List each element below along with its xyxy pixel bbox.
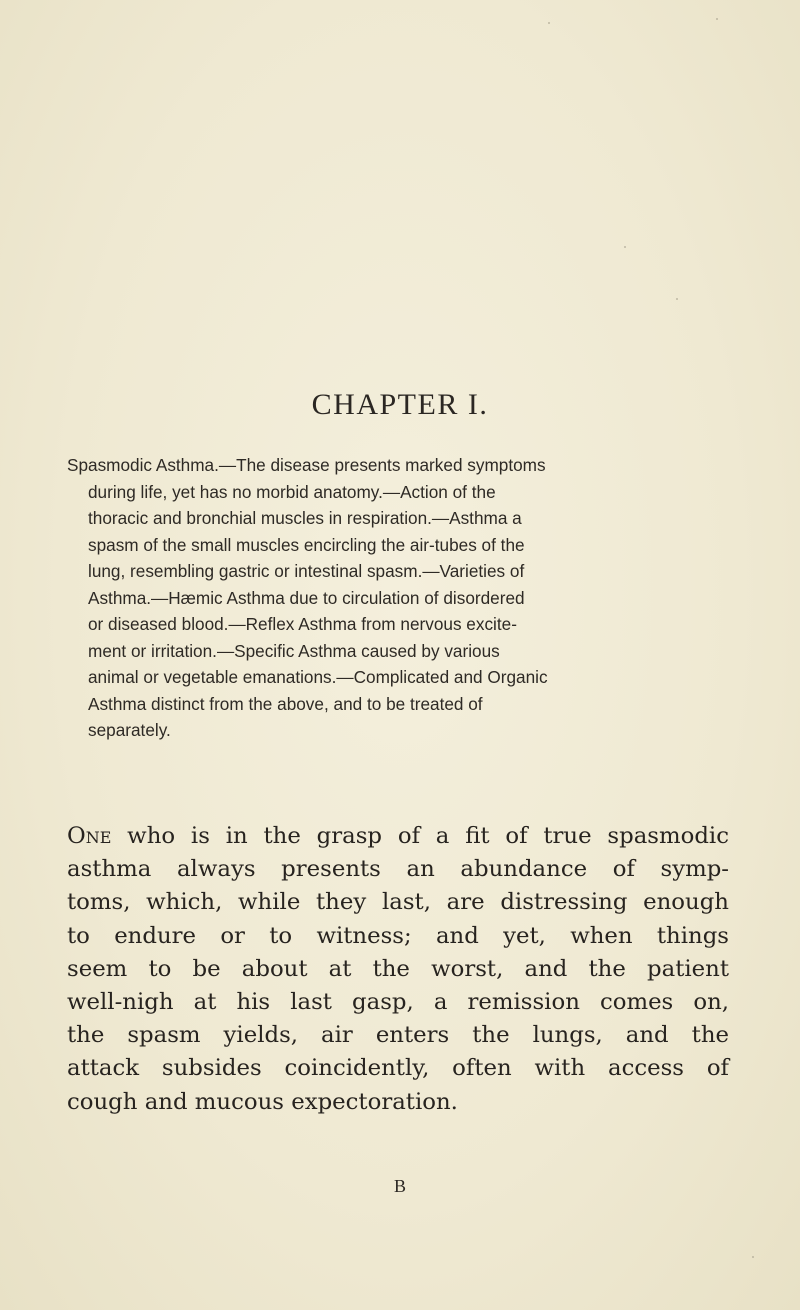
synopsis-line: animal or vegetable emanations.—Complicated and Organic [88,667,548,687]
first-line-rest: who is in the grasp of a fit of true spasmodic [111,823,729,849]
body-line: attack subsides coincidently, often with access of [67,1055,729,1082]
synopsis-line: or diseased blood.—Reflex Asthma from nervous excite- [88,614,517,634]
opening-word: One [67,823,112,849]
paper-speck [752,1256,754,1258]
synopsis-line: thoracic and bronchial muscles in respiration.—Asthma a [88,508,522,528]
body-line: asthma always presents an abundance of symp- [67,856,729,883]
chapter-synopsis [67,452,727,744]
synopsis-line: Asthma.—Hæmic Asthma due to circulation of disordered [88,587,525,608]
body-line: toms, which, while they last, are distressing enough [67,889,729,916]
paper-speck [676,298,678,300]
paper-speck [548,22,550,24]
body-line-first [67,820,729,853]
synopsis-line: Spasmodic Asthma.—The disease presents marked symptoms [67,455,546,475]
synopsis-line: lung, resembling gastric or intestinal spasm.—Varieties of [88,561,525,581]
body-line: to endure or to witness; and yet, when things [67,922,729,949]
synopsis-line: ment or irritation.—Specific Asthma caused by various [88,640,500,661]
body-line: well-nigh at his last gasp, a remission comes on, [67,989,729,1016]
synopsis-line: during life, yet has no morbid anatomy.—Action of the [88,481,496,502]
body-line: cough and mucous expectoration. [67,1088,458,1115]
synopsis-line: Asthma distinct from the above, and to be treated of [88,693,483,714]
synopsis-line: spasm of the small muscles encircling the air-tubes of the [88,534,525,555]
body-line: the spasm yields, air enters the lungs, and the [67,1022,729,1049]
paper-speck [624,246,626,248]
paper-speck [716,18,718,20]
synopsis-line: separately. [88,720,171,740]
body-paragraph [67,820,729,1119]
body-line: seem to be about at the worst, and the patient [67,955,729,982]
chapter-title: CHAPTER I. [311,388,489,421]
signature-mark: B [393,1176,406,1196]
